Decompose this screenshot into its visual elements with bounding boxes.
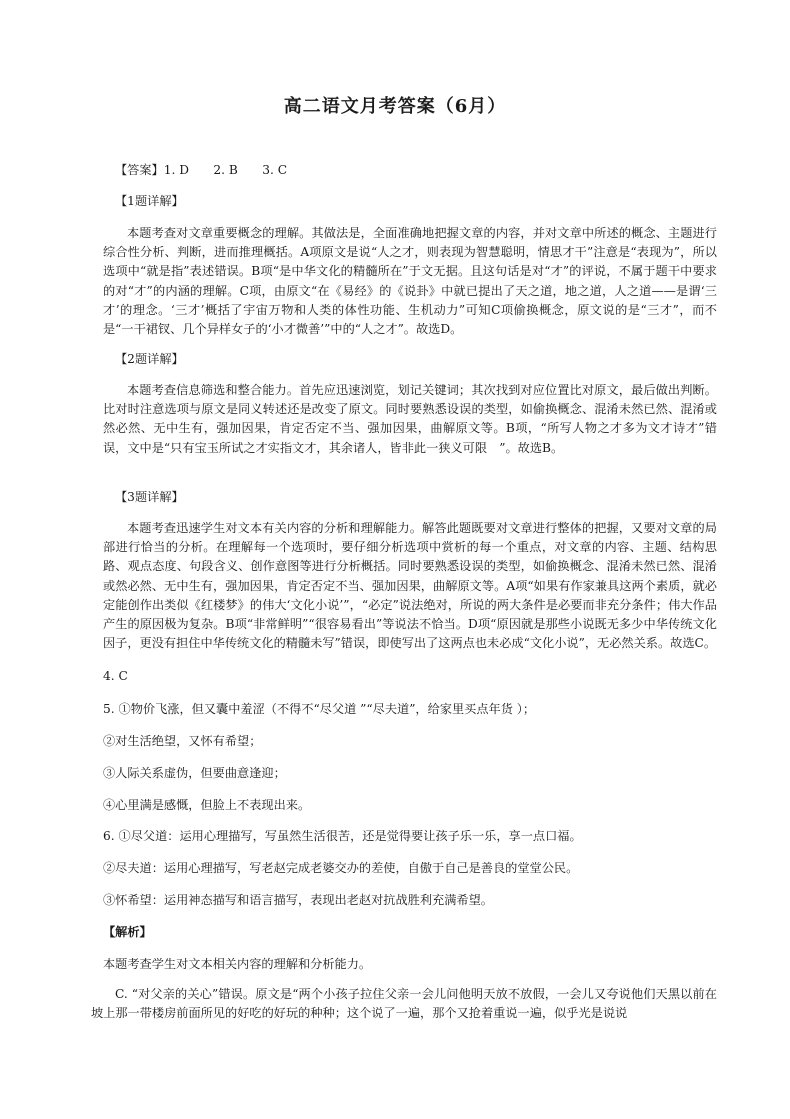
q4-answer: 4. C (103, 669, 128, 683)
q6-item-2: ②尽夫道：运用心理描写，写老赵完成老婆交办的差使，自傲于自己是善良的堂堂公民。 (103, 861, 579, 875)
q5-item-1: 5. ①物价飞涨，但又囊中羞涩（不得不“尽父道 ”“尽夫道”，给家里买点年货 ）； (103, 702, 536, 716)
q5-item-4: ④心里满是感慨，但脸上不表现出来。 (103, 798, 311, 812)
q1-body: 本题考查对文章重要概念的理解。其做法是，全面准确地把握文章的内容，并对文章中所述的概念、主题进行综合性分析、判断，进而推理概括。A项原文是说“人之才，则表现为智慧聪明，情思才干”注意是“表现为”，所以选项中“就是指”表述错误。B项“是中华文化的精髓所在”于文无据。且这句话是对“才”的评说，不属于题干中要求的对“才”的内涵的理解。C项，由原文“在《易经》的《说卦》中就已提出了天之道，地之道，人之道——是谓‘三才’的理念。‘三才’概括了宇宙万物和人类的体性功能、生机动力”可知C项偷换概念，原文说的是“三才”，而不是“一干裙钗、几个异样女子的‘小才微善’”中的“人之才”。故选D。 (103, 226, 717, 337)
q6-item-3: ③怀希望：运用神态描写和语言描写，表现出老赵对抗战胜利充满希望。 (103, 893, 493, 907)
answer-line: 【答案】1. D 2. B 3. C (115, 163, 288, 177)
q6-item-1: 6. ①尽父道：运用心理描写，写虽然生活很苦，还是觉得要让孩子乐一乐，享一点口福。 (103, 829, 582, 843)
analysis-intro: 本题考查学生对文本相关内容的理解和分析能力。 (103, 957, 372, 971)
q5-item-2: ②对生活绝望，又怀有希望； (103, 734, 262, 748)
analysis-c-item: C. “对父亲的关心”错误。原文是“两个小孩子拉住父亲一会儿问他明天放不放假，一会儿又夸说他们天黑以前在坡上那一带楼房前面所见的好吃的好玩的种种；这个说了一遍，那个又抢着重说一遍，似乎光是说说 (91, 987, 717, 1021)
q2-body: 本题考查信息筛选和整合能力。首先应迅速浏览，划记关键词；其次找到对应位置比对原文，最后做出判断。比对时注意选项与原文是同义转述还是改变了原文。同时要熟悉设误的类型，如偷换概念、混淆未然已然、混淆或然必然、无中生有，强加因果，肯定否定不当、强加因果，曲解原文等。B项，“所写人物之才多为文才诗才”错误，文中是“只有宝玉所试之才实指文才，其余诸人，皆非此一狭义可限 ”。故选B。 (103, 383, 717, 455)
page-title: 高二语文月考答案（6月） (283, 96, 507, 117)
q2-heading: 【2题详解】 (115, 352, 184, 366)
q3-body: 本题考查迅速学生对文本有关内容的分析和理解能力。解答此题既要对文章进行整体的把握，又要对文章的局部进行恰当的分析。在理解每一个选项时，要仔细分析选项中赏析的每一个重点，对文章的内容、主题、结构思路、观点态度、句段含义、创作意图等进行分析概括。同时要熟悉设误的类型，如偷换概念、混淆未然已然、混淆或然必然、无中生有，强加因果，肯定否定不当、强加因果，曲解原文等。A项“如果有作家兼具这两个素质，就必定能创作出类似《红楼梦》的伟大‘文化小说’”，“必定”说法绝对，所说的两大条件是必要而非充分条件；伟大作品产生的原因极为复杂。B项“非常鲜明”“很容易看出”等说法不恰当。D项“原因就是那些小说既无多少中华传统文化因子，更没有担住中华传统文化的精髓未写”错误，即使写出了这两点也未必成“文化小说”，无必然关系。故选C。 (103, 521, 717, 651)
analysis-heading: 【解析】 (103, 925, 152, 939)
q1-heading: 【1题详解】 (115, 194, 184, 208)
q3-heading: 【3题详解】 (115, 490, 184, 504)
q5-item-3: ③人际关系虚伪，但要曲意逢迎； (103, 766, 286, 780)
